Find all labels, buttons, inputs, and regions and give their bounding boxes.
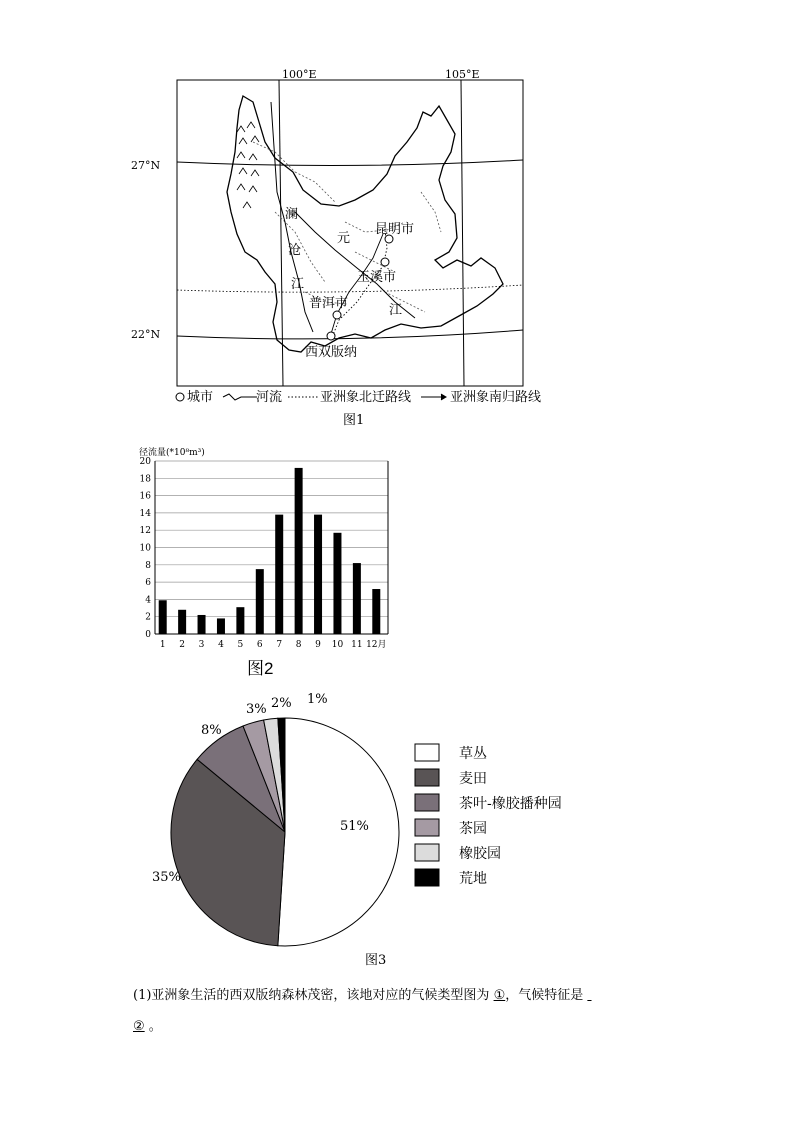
x-tick-label: 9 (315, 640, 321, 650)
bar (333, 533, 341, 634)
legend-label: 麦田 (459, 771, 487, 787)
question-text-2: ，气候特征是 (505, 988, 584, 1003)
y-axis-title: 径流量(*10⁸m³) (139, 448, 205, 458)
question-end: 。 (148, 1019, 162, 1034)
x-tick-label: 2 (179, 640, 185, 650)
legend-north-route-label: 亚洲象北迁路线 (320, 390, 412, 405)
pie-slice (278, 718, 399, 946)
legend-label: 茶叶-橡胶播种园 (459, 796, 562, 812)
legend-river-symbol (223, 394, 257, 400)
bar (178, 610, 186, 634)
legend-swatch (415, 869, 439, 886)
meridian-100 (279, 80, 283, 386)
y-tick-label: 4 (145, 595, 151, 606)
legend-river-label: 河流 (256, 390, 283, 405)
y-tick-label: 10 (139, 543, 151, 554)
x-tick-label: 6 (256, 640, 263, 650)
answer-blank-2-start[interactable] (587, 988, 597, 1003)
x-tick-label: 11 (351, 640, 363, 650)
legend-city-symbol (176, 393, 184, 401)
city-puer-marker (333, 311, 341, 319)
question-line-2 (133, 1015, 162, 1034)
x-tick-label: 5 (237, 640, 244, 650)
river-char-jiang-2: 江 (389, 303, 403, 318)
x-tick-label: 3 (198, 640, 205, 650)
y-tick-label: 18 (139, 474, 151, 485)
answer-blank-2[interactable]: ② (133, 1019, 145, 1034)
city-yuxi-marker (381, 258, 389, 266)
figure-2-bar-chart (135, 442, 405, 682)
bar (159, 600, 167, 634)
legend-label: 荒地 (459, 871, 487, 887)
y-tick-label: 2 (145, 612, 151, 623)
figure-1-map (125, 62, 585, 432)
bar (275, 515, 283, 634)
y-tick-label: 12 (139, 526, 151, 537)
city-xishuangbanna-marker (327, 332, 335, 340)
pie-value-label: 8% (201, 723, 222, 738)
bar (353, 563, 361, 634)
x-tick-label: 4 (218, 640, 224, 650)
legend-label: 草丛 (459, 746, 487, 762)
figure-3-pie-chart (125, 692, 605, 974)
pie-value-label: 35% (152, 870, 181, 885)
legend-swatch (415, 794, 439, 811)
bar (295, 468, 303, 634)
city-yuxi-label: 玉溪市 (357, 270, 397, 285)
figure-3-caption: 图3 (365, 953, 387, 968)
pie-legend (415, 744, 562, 887)
legend-label: 茶园 (459, 821, 487, 837)
x-tick-label: 12月 (366, 640, 387, 650)
x-tick-label: 8 (295, 640, 302, 650)
x-tick-label: 10 (331, 640, 344, 650)
bar (198, 615, 206, 634)
question-text: (1)亚洲象生活的西双版纳森林茂密，该地对应的气候类型图为 (133, 988, 490, 1003)
legend-swatch (415, 819, 439, 836)
lon-label-100: 100°E (282, 68, 317, 81)
figure-2-caption: 图2 (247, 659, 274, 678)
legend-swatch (415, 844, 439, 861)
meridian-105 (461, 80, 464, 386)
lat-label-22: 22°N (131, 328, 161, 341)
legend-label: 橡胶园 (459, 846, 501, 862)
y-tick-labels (140, 457, 152, 640)
y-tick-label: 16 (139, 491, 151, 502)
legend-city-label: 城市 (187, 390, 214, 405)
figure-1-caption: 图1 (343, 413, 365, 428)
bar (236, 607, 244, 634)
city-kunming-label: 昆明市 (375, 222, 415, 237)
bar (256, 569, 264, 634)
y-tick-label: 20 (139, 457, 151, 467)
bars (159, 468, 381, 634)
city-puer-label: 普洱市 (309, 296, 349, 311)
river-char-cang: 沧 (288, 243, 302, 258)
lat-label-27: 27°N (131, 159, 161, 172)
pie-value-label: 2% (271, 696, 292, 711)
parallel-27 (177, 160, 523, 166)
y-tick-label: 14 (139, 508, 151, 519)
x-tick-labels (160, 639, 387, 650)
bar (314, 515, 322, 634)
river-char-jiang-1: 江 (291, 277, 305, 292)
y-tick-label: 8 (145, 560, 151, 571)
pie-value-label: 1% (307, 692, 328, 707)
y-tick-label: 6 (145, 578, 151, 589)
river-char-lan: 澜 (285, 207, 299, 222)
answer-blank-1[interactable]: ① (493, 988, 506, 1003)
x-tick-label: 1 (159, 640, 166, 650)
lon-label-105: 105°E (445, 68, 480, 81)
y-tick-label: 0 (145, 630, 151, 640)
city-xishuangbanna-label: 西双版纳 (305, 345, 358, 360)
bar (217, 618, 225, 634)
figure-1-legend (176, 389, 541, 405)
legend-swatch (415, 744, 439, 761)
pie-value-label: 51% (340, 819, 369, 834)
bar (372, 589, 380, 634)
question-line-1 (133, 984, 597, 1003)
parallel-22 (177, 330, 523, 339)
pie-value-label: 3% (246, 702, 267, 717)
legend-swatch (415, 769, 439, 786)
legend-arrow-icon (441, 394, 446, 400)
legend-south-route-label: 亚洲象南归路线 (450, 390, 542, 405)
x-tick-label: 7 (276, 640, 283, 650)
river-char-yuan: 元 (337, 231, 351, 246)
